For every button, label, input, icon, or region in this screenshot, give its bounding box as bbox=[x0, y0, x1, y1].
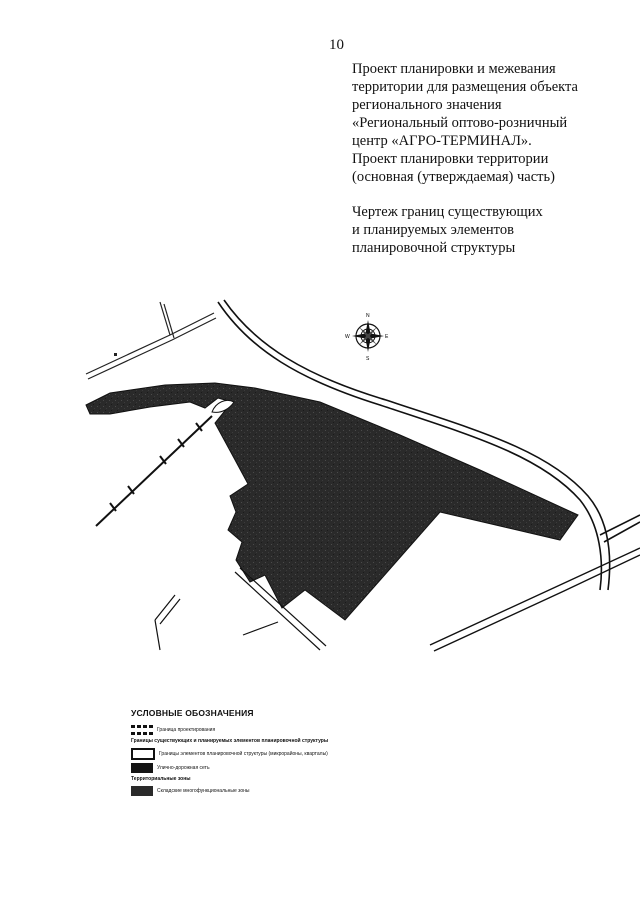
subtitle-line: и планируемых элементов bbox=[352, 222, 514, 238]
legend-heading-zones: Территориальные зоны bbox=[131, 776, 191, 782]
title-line: центр «АГРО-ТЕРМИНАЛ». bbox=[352, 133, 532, 149]
design-boundary-line bbox=[96, 416, 212, 526]
legend-label: Граница проектирования bbox=[157, 727, 216, 733]
legend-label: Улично-дорожная сеть bbox=[157, 765, 210, 771]
subtitle-line: Чертеж границ существующих bbox=[352, 204, 543, 220]
legend-item-warehouse-zone bbox=[131, 786, 371, 796]
elements-boundary-swatch bbox=[131, 748, 155, 760]
map-svg bbox=[0, 290, 640, 670]
warehouse-zone-swatch bbox=[131, 786, 153, 796]
road-lower-right bbox=[430, 548, 640, 651]
compass-w: W bbox=[345, 334, 350, 340]
title-line: (основная (утверждаемая) часть) bbox=[352, 169, 555, 185]
legend-heading-boundaries: Границы существующих и планируемых элементов планировочной структуры bbox=[131, 738, 329, 744]
compass-rose bbox=[345, 313, 389, 362]
compass-s: S bbox=[366, 356, 370, 362]
map-legend bbox=[131, 708, 371, 799]
legend-label: Складские многофункциональные зоны bbox=[157, 788, 250, 794]
planning-map bbox=[0, 290, 640, 670]
title-line: «Региональный оптово-розничный bbox=[352, 115, 568, 131]
legend-title: УСЛОВНЫЕ ОБОЗНАЧЕНИЯ bbox=[131, 708, 254, 718]
title-line: Проект планировки территории bbox=[352, 151, 549, 167]
title-line: территории для размещения объекта bbox=[352, 79, 578, 95]
warehouse-zone bbox=[86, 383, 578, 620]
compass-e: E bbox=[385, 334, 389, 340]
road-upper-left bbox=[86, 302, 216, 379]
legend-item-design-boundary bbox=[131, 725, 371, 735]
title-line: регионального значения bbox=[352, 97, 502, 113]
document-header bbox=[352, 60, 632, 257]
legend-item-road-network bbox=[131, 763, 371, 773]
subtitle-line: планировочной структуры bbox=[352, 240, 516, 256]
compass-n: N bbox=[366, 313, 370, 319]
road-network-swatch bbox=[131, 763, 153, 773]
page-number: 10 bbox=[329, 37, 344, 53]
design-boundary-swatch bbox=[131, 725, 153, 735]
legend-label: Границы элементов планировочной структуры (микрорайоны, кварталы) bbox=[159, 751, 328, 757]
legend-item-elements-boundary bbox=[131, 748, 371, 760]
title-line: Проект планировки и межевания bbox=[352, 61, 556, 77]
